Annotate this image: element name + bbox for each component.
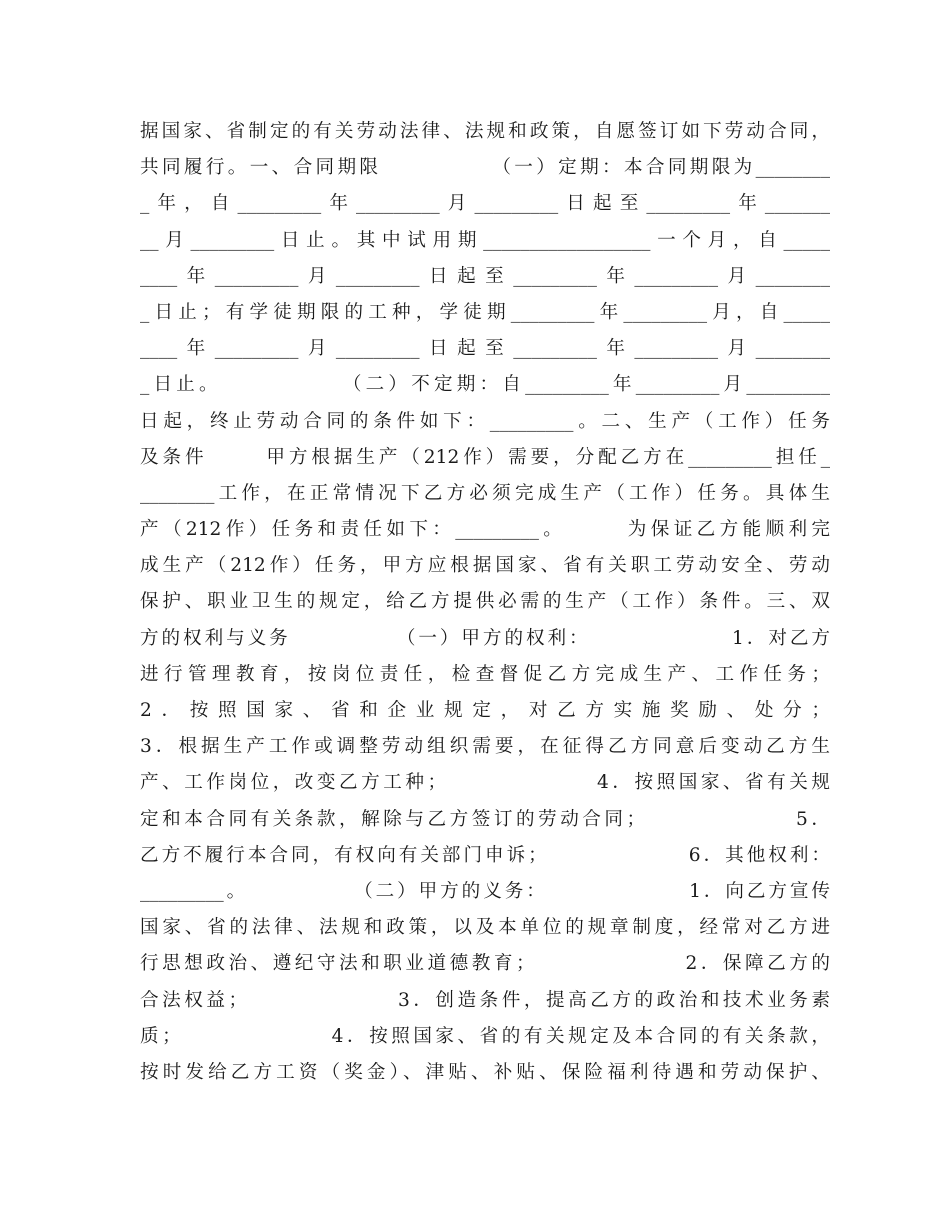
text-line-15: 方的权利与义务 （一）甲方的权利： 1．对乙方 xyxy=(140,627,830,649)
text-line-4: __月_________日止。其中试用期__________________一个月，自_____ xyxy=(140,229,830,251)
text-line-2: 共同履行。一、合同期限 （一）定期：本合同期限为________ xyxy=(140,157,830,179)
text-line-8: _日止。 （二）不定期：自_________年_________月_________ xyxy=(140,374,830,396)
text-line-10: 及条件 甲方根据生产（212作）需要，分配乙方在_________担任_ xyxy=(140,446,830,468)
text-line-26: 质； 4．按照国家、省的有关规定及本合同的有关条款， xyxy=(140,1025,830,1047)
text-line-21: 乙方不履行本合同，有权向有关部门申诉； 6．其他权利： xyxy=(140,844,830,866)
text-line-6: _日止；有学徒期限的工种，学徒期_________年_________月，自_____ xyxy=(140,301,830,323)
text-line-25: 合法权益； 3．创造条件，提高乙方的政治和技术业务素 xyxy=(140,989,830,1011)
text-line-5: ____年_________月_________日起至_________年_________月________ xyxy=(140,265,830,287)
text-line-3: _年，自_________年_________月_________日起至_________年_______ xyxy=(140,193,830,215)
text-line-27: 按时发给乙方工资（奖金）、津贴、补贴、保险福利待遇和劳动保护、 xyxy=(140,1061,830,1083)
text-line-24: 行思想政治、遵纪守法和职业道德教育； 2．保障乙方的 xyxy=(140,953,830,975)
text-line-7: ____年_________月_________日起至_________年_________月________ xyxy=(140,338,830,360)
text-line-1: 据国家、省制定的有关劳动法律、法规和政策，自愿签订如下劳动合同， xyxy=(140,121,830,142)
text-line-22: _________。 （二）甲方的义务： 1．向乙方宣传 xyxy=(140,880,830,902)
text-line-9: 日起，终止劳动合同的条件如下：_________。二、生产（工作）任务 xyxy=(140,410,830,432)
text-line-16: 进行管理教育，按岗位责任，检查督促乙方完成生产、工作任务； xyxy=(140,663,830,685)
text-line-23: 国家、省的法律、法规和政策，以及本单位的规章制度，经常对乙方进 xyxy=(140,917,830,939)
text-line-11: ________工作，在正常情况下乙方必须完成生产（工作）任务。具体生 xyxy=(140,482,830,504)
text-line-20: 定和本合同有关条款，解除与乙方签订的劳动合同； 5． xyxy=(140,808,830,830)
text-line-13: 成生产（212作）任务，甲方应根据国家、省有关职工劳动安全、劳动 xyxy=(140,555,830,577)
text-line-17: 2．按照国家、省和企业规定，对乙方实施奖励、处分； xyxy=(140,700,830,721)
text-line-19: 产、工作岗位，改变乙方工种； 4．按照国家、省有关规 xyxy=(140,772,830,794)
text-line-12: 产（212作）任务和责任如下：_________。 为保证乙方能顺利完 xyxy=(140,519,830,541)
contract-body-text xyxy=(140,114,830,1091)
text-line-18: 3．根据生产工作或调整劳动组织需要，在征得乙方同意后变动乙方生 xyxy=(140,736,830,758)
text-line-14: 保护、职业卫生的规定，给乙方提供必需的生产（工作）条件。三、双 xyxy=(140,591,830,613)
